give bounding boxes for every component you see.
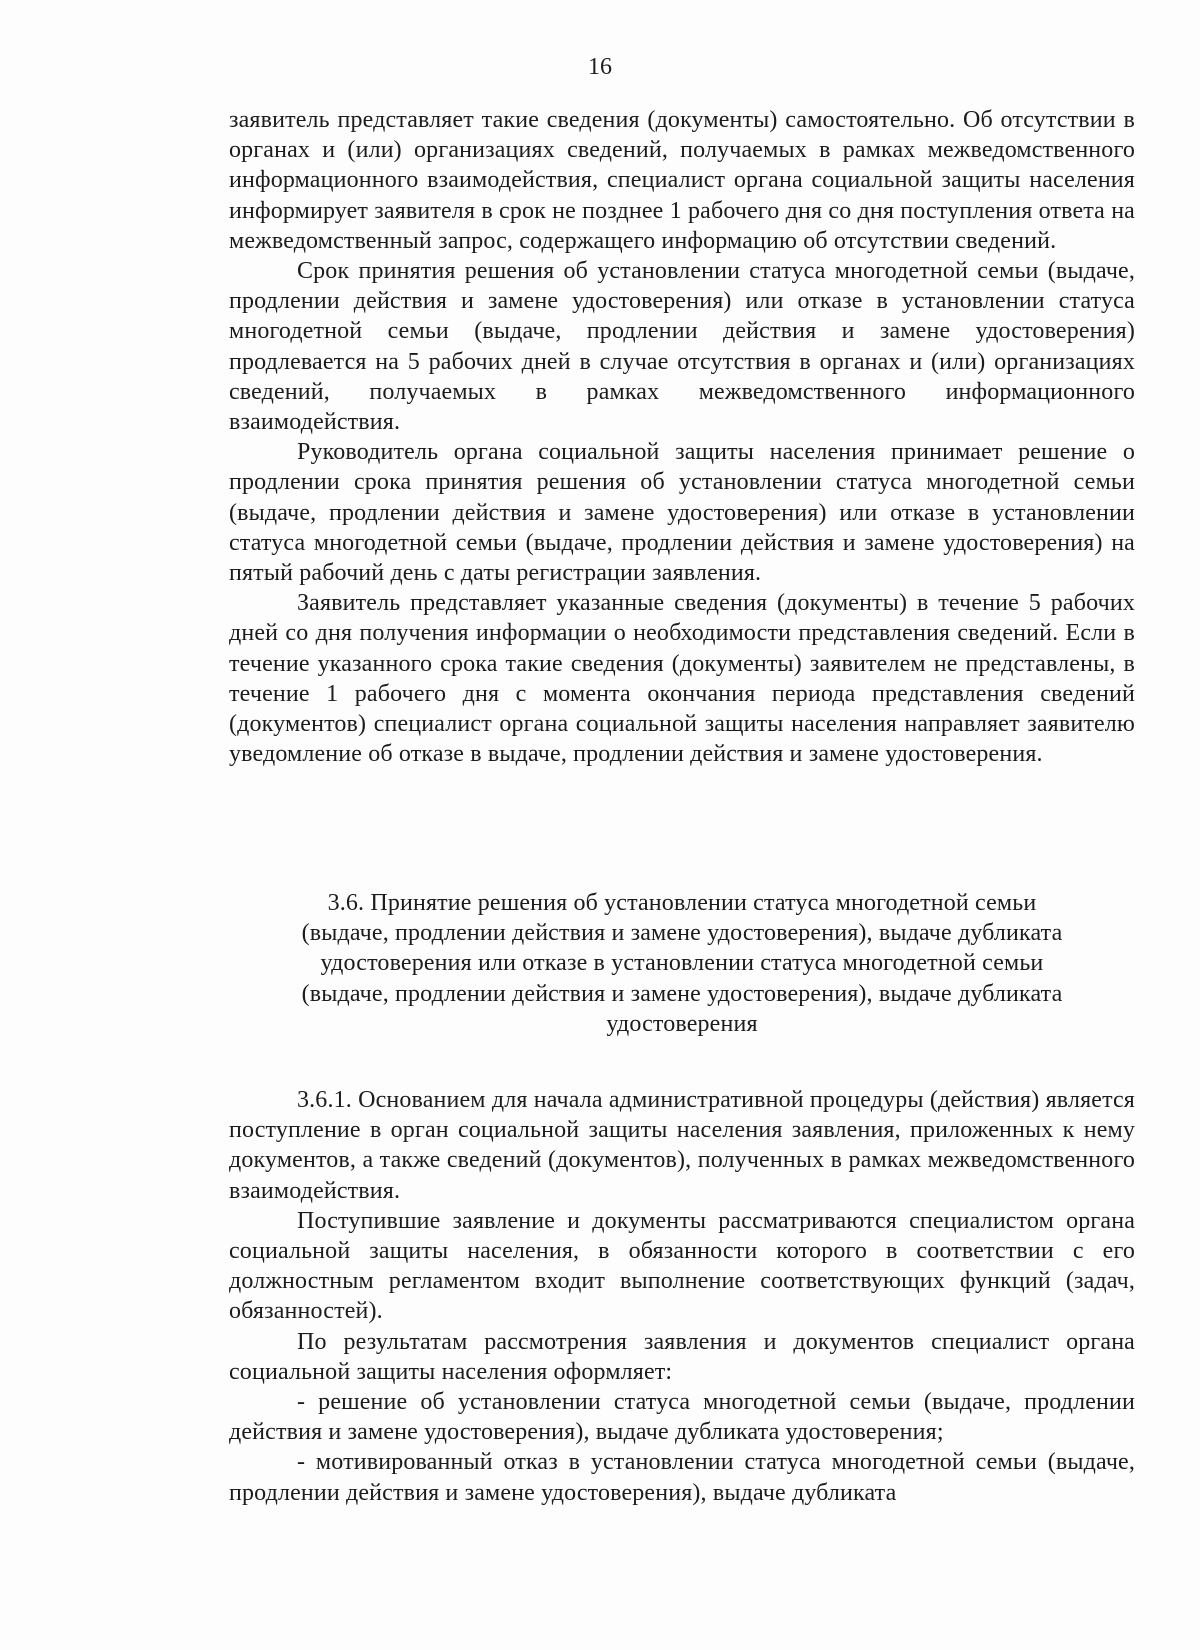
section-heading <box>229 888 1135 1039</box>
body-text-bottom <box>229 1085 1135 1508</box>
page-number: 16 <box>588 54 612 80</box>
paragraph: Поступившие заявление и документы рассматриваются специалистом органа социальной защиты населения, в обязанности которого в соответствии с его должностным регламентом входит выполнение соответствующих функций (задач, обязанностей). <box>229 1207 1135 1325</box>
list-item: - решение об установлении статуса многодетной семьи (выдаче, продлении действия и замене удостоверения), выдаче дубликата удостоверения; <box>229 1389 1135 1446</box>
heading-line: (выдаче, продлении действия и замене удостоверения), выдаче дубликата <box>301 980 1063 1007</box>
heading-line: удостоверения <box>606 1010 758 1037</box>
body-text-top <box>229 105 1135 769</box>
heading-line: удостоверения или отказе в установлении статуса многодетной семьи <box>320 950 1044 977</box>
heading-line: 3.6. Принятие решения об установлении статуса многодетной семьи <box>327 890 1037 916</box>
list-item: - мотивированный отказ в установлении статуса многодетной семьи (выдаче, продлении действия и замене удостоверения), выдаче дубликата <box>229 1449 1135 1506</box>
paragraph: Срок принятия решения об установлении статуса многодетной семьи (выдаче, продлении действия и замене удостоверения) или отказе в установлении статуса многодетной семьи (выдаче, продлении действия и замене удостоверения) продлевается на 5 рабочих дней в случае отсутствия в органах и (или) организациях сведений, получаемых в рамках межведомственного информационного взаимодействия. <box>229 258 1135 436</box>
heading-line: (выдаче, продлении действия и замене удостоверения), выдаче дубликата <box>301 920 1063 947</box>
paragraph: Заявитель представляет указанные сведения (документы) в течение 5 рабочих дней со дня получения информации о необходимости представления сведений. Если в течение указанного срока такие сведения (документы) заявителем не представлены, в течение 1 рабочего дня с момента окончания периода представления сведений (документов) специалист органа социальной защиты населения направляет заявителю уведомление об отказе в выдаче, продлении действия и замене удостоверения. <box>229 590 1135 768</box>
paragraph: 3.6.1. Основанием для начала административной процедуры (действия) является поступление в орган социальной защиты населения заявления, приложенных к нему документов, а также сведений (документов), полученных в рамках межведомственного взаимодействия. <box>229 1087 1135 1204</box>
paragraph: заявитель представляет такие сведения (документы) самостоятельно. Об отсутствии в органах и (или) организациях сведений, получаемых в рамках межведомственного информационного взаимодействия, специалист органа социальной защиты населения информирует заявителя в срок не позднее 1 рабочего дня со дня поступления ответа на межведомственный запрос, содержащего информацию об отсутствии сведений. <box>229 107 1135 254</box>
paragraph: По результатам рассмотрения заявления и документов специалист органа социальной защиты населения оформляет: <box>229 1328 1135 1385</box>
paragraph: Руководитель органа социальной защиты населения принимает решение о продлении срока принятия решения об установлении статуса многодетной семьи (выдаче, продлении действия и замене удостоверения) или отказе в установлении статуса многодетной семьи (выдаче, продлении действия и замене удостоверения) на пятый рабочий день с даты регистрации заявления. <box>229 439 1135 587</box>
